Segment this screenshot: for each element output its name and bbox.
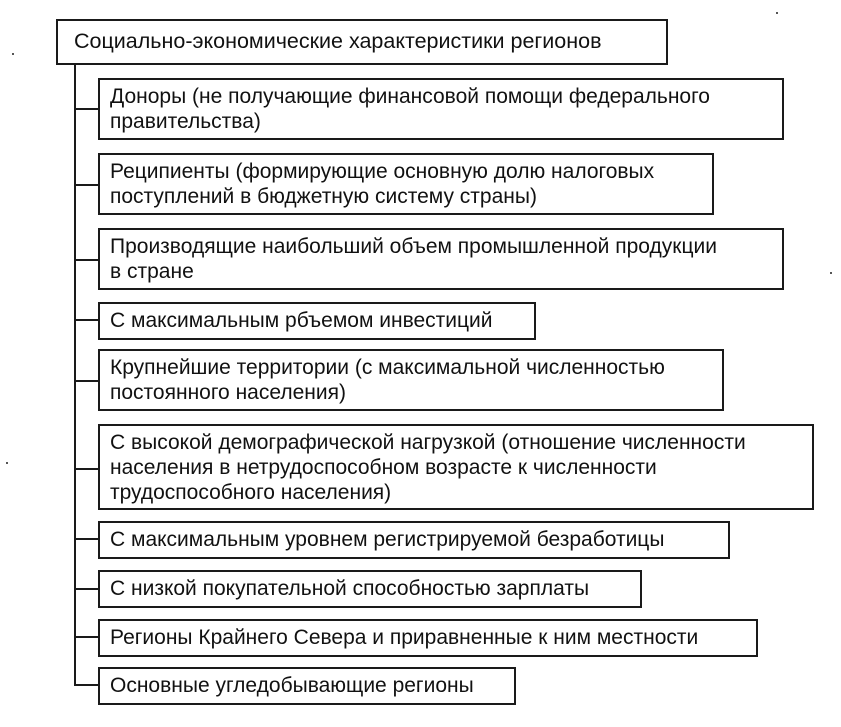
node-unemployment: С максимальным уровнем регистрируемой безработицы	[98, 521, 730, 559]
branch-line-recipients	[74, 184, 98, 186]
tree-trunk-line	[74, 65, 76, 685]
branch-line-demographic-load	[74, 468, 98, 470]
scan-speck	[12, 53, 14, 55]
branch-line-donors	[74, 108, 98, 110]
scan-speck	[830, 272, 832, 274]
node-low-purchasing-power: С низкой покупательной способностью зарплаты	[98, 570, 642, 608]
branch-line-investment	[74, 319, 98, 321]
node-investment: С максимальным рбъемом инвестиций	[98, 302, 536, 340]
branch-line-low-purchasing-power	[74, 588, 98, 590]
branch-line-largest-territories	[74, 380, 98, 382]
scan-speck	[776, 12, 778, 14]
scan-speck	[6, 462, 8, 464]
root-node: Социально-экономические характеристики регионов	[56, 19, 668, 65]
branch-line-far-north	[74, 636, 98, 638]
branch-line-unemployment	[74, 538, 98, 540]
node-recipients: Реципиенты (формирующие основную долю налоговых поступлений в бюджетную систему страны)	[98, 153, 714, 215]
node-far-north: Регионы Крайнего Севера и приравненные к ним местности	[98, 619, 758, 657]
node-largest-territories: Крупнейшие территории (с максимальной численностью постоянного населения)	[98, 349, 724, 411]
branch-line-coal-mining	[74, 684, 98, 686]
branch-line-industrial-output	[74, 259, 98, 261]
node-donors: Доноры (не получающие финансовой помощи федерального правительства)	[98, 78, 784, 140]
node-demographic-load: С высокой демографической нагрузкой (отношение численности населения в нетрудоспособном возрасте к численности трудоспособного населения)	[98, 424, 814, 510]
node-coal-mining: Основные угледобывающие регионы	[98, 667, 516, 705]
node-industrial-output: Производящие наибольший объем промышленной продукции в стране	[98, 228, 784, 290]
